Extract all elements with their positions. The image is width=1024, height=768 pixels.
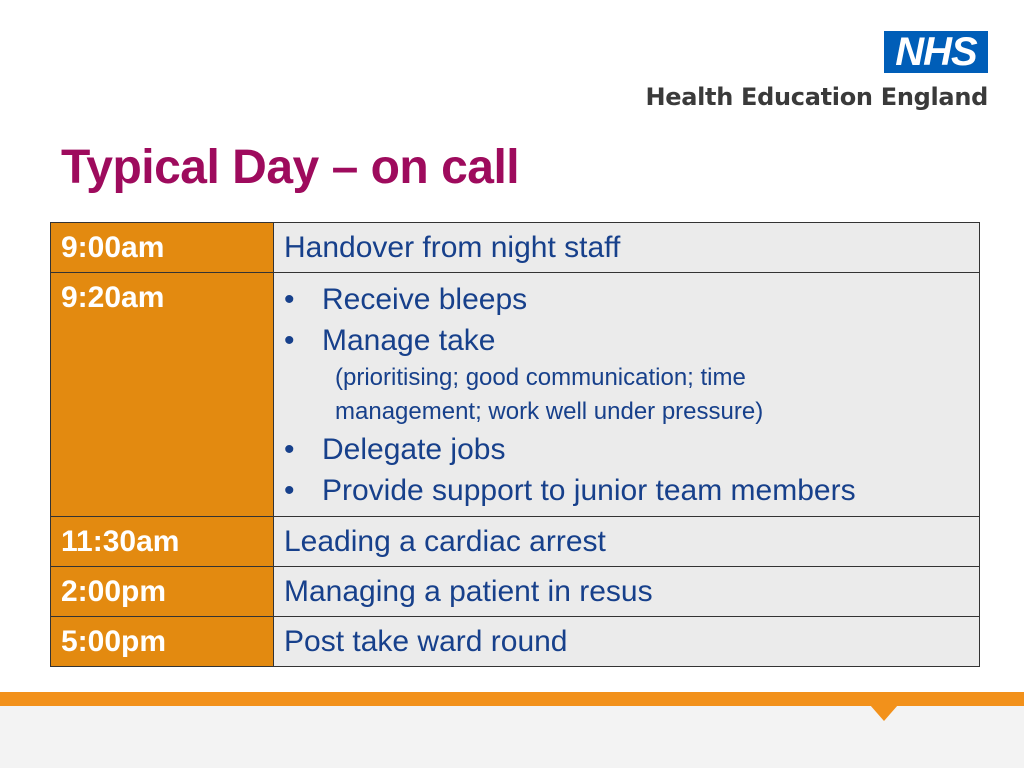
skills-note-line: (prioritising; good communication; time xyxy=(335,364,746,391)
time-cell: 11:30am xyxy=(51,517,274,567)
time-cell: 9:00am xyxy=(51,223,274,273)
schedule-table xyxy=(50,222,980,667)
time-cell: 9:20am xyxy=(51,273,274,517)
activity-cell: Leading a cardiac arrest xyxy=(274,517,980,567)
list-item: • Receive bleeps xyxy=(284,279,969,320)
list-item: • Manage take xyxy=(284,320,969,361)
activity-cell xyxy=(274,273,980,517)
time-cell: 2:00pm xyxy=(51,567,274,617)
table-row xyxy=(51,617,980,667)
list-item: • Delegate jobs xyxy=(284,429,969,470)
footer-bar xyxy=(0,692,1024,706)
table-row xyxy=(51,567,980,617)
slide-title: Typical Day – on call xyxy=(61,141,520,194)
list-item: • Provide support to junior team members xyxy=(284,470,969,511)
nhs-logo: NHS xyxy=(884,31,988,73)
duty-list xyxy=(284,429,969,511)
duty-list xyxy=(284,279,969,361)
table-row xyxy=(51,223,980,273)
table-row xyxy=(51,273,980,517)
footer-tab xyxy=(870,705,898,721)
organisation-name: Health Education England xyxy=(645,83,988,111)
table-row xyxy=(51,517,980,567)
skills-note-line: management; work well under pressure) xyxy=(335,398,764,425)
activity-cell: Handover from night staff xyxy=(274,223,980,273)
activity-cell: Post take ward round xyxy=(274,617,980,667)
activity-cell: Managing a patient in resus xyxy=(274,567,980,617)
time-cell: 5:00pm xyxy=(51,617,274,667)
